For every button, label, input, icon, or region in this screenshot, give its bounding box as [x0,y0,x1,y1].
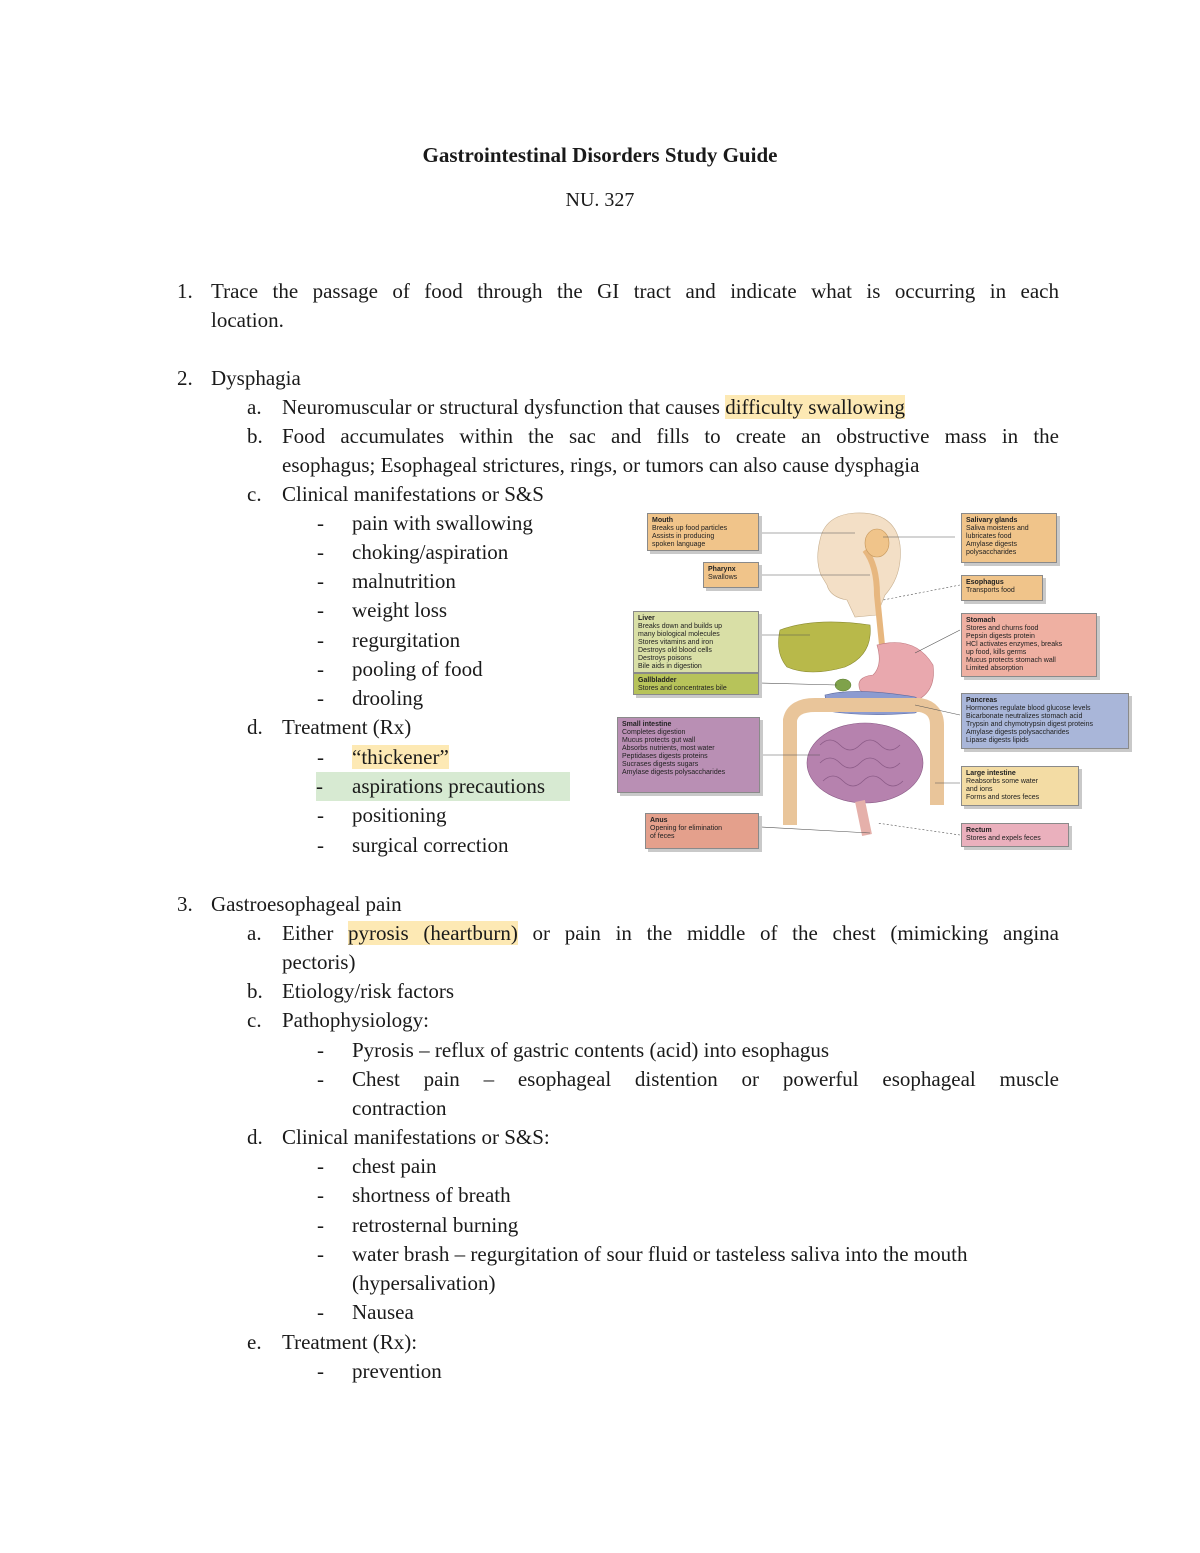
q3-e-item: prevention [352,1359,442,1383]
q2-a-pre: Neuromuscular or structural dysfunction that causes [282,395,726,419]
q3-c-letter: c. [247,1008,262,1032]
label-rectum: Rectum Stores and expels feces [961,823,1069,847]
q3-b-text: Etiology/risk factors [282,979,455,1003]
q3-d-item-4-line-1: water brash – regurgitation of sour fluid or tasteless saliva into the mouth [352,1242,968,1266]
q2-c-item: choking/aspiration [352,540,509,564]
q3-heading: Gastroesophageal pain [211,892,402,916]
highlight-aspirations-precautions: - aspirations precautions [316,772,570,801]
highlight-thickener: “thickener” [352,745,449,769]
q3-e-text: Treatment (Rx): [282,1330,418,1354]
q2-a-text [282,393,905,422]
q3-d-text: Clinical manifestations or S&S: [282,1125,550,1149]
label-esophagus: Esophagus Transports food [961,575,1043,601]
bullet-dash: - [317,1038,324,1062]
q3-b-letter: b. [247,979,263,1003]
item-number-2: 2. [177,366,193,390]
q2-b-line-1: Food accumulates within the sac and fills to create an obstructive mass in the [282,424,1059,448]
item-number-3: 3. [177,892,193,916]
bullet-dash: - [317,1242,324,1266]
q3-c-text: Pathophysiology: [282,1008,430,1032]
q2-c-item: weight loss [352,598,448,622]
q2-c-item: regurgitation [352,628,461,652]
q2-c-letter: c. [247,482,262,506]
label-pancreas: Pancreas Hormones regulate blood glucose levels Bicarbonate neutralizes stomach acid Trypsin and chymotrypsin digest proteins Amylase digests polysaccharides Lipase digests lipids [961,693,1129,749]
bullet-dash: - [317,569,324,593]
q2-d-letter: d. [247,715,263,739]
bullet-dash: - [317,803,324,827]
bullet-dash: - [317,686,324,710]
bullet-dash: - [317,1183,324,1207]
bullet-dash: - [317,745,324,769]
bullet-dash: - [317,628,324,652]
q3-d-item-5: Nausea [352,1300,414,1324]
label-salivary-glands: Salivary glands Saliva moistens and lubricates food Amylase digests polysaccharides [961,513,1057,563]
q3-d-letter: d. [247,1125,263,1149]
q2-d-item: surgical correction [352,833,509,857]
q3-d-item: shortness of breath [352,1183,511,1207]
label-liver: Liver Breaks down and builds up many biological molecules Stores vitamins and iron Destroys old blood cells Destroys poisons Bile aids in digestion [633,611,759,673]
bullet-dash: - [317,1213,324,1237]
q2-d-item: aspirations precautions [352,774,546,798]
q2-d-item: positioning [352,803,447,827]
q2-c-item: pooling of food [352,657,483,681]
q2-a-letter: a. [247,395,262,419]
label-small-intestine: Small intestine Completes digestion Mucus protects gut wall Absorbs nutrients, most water Peptidases digests proteins Sucrases digests sugars Amylase digests polysaccharides [617,717,760,793]
q1-line-1: Trace the passage of food through the GI tract and indicate what is occurring in each [211,279,1059,303]
q3-d-item: retrosternal burning [352,1213,519,1237]
q3-d-item-4-line-2: (hypersalivation) [352,1271,496,1295]
q2-c-item: drooling [352,686,424,710]
item-number-1: 1. [177,279,193,303]
bullet-dash: - [317,657,324,681]
bullet-dash: - [317,1154,324,1178]
q3-a-line-2: pectoris) [282,950,356,974]
document-title: Gastrointestinal Disorders Study Guide [422,143,778,167]
bullet-dash: - [317,1300,324,1324]
label-gallbladder: Gallbladder Stores and concentrates bile [633,673,759,695]
q2-c-item: malnutrition [352,569,456,593]
q1-line-2: location. [211,308,284,332]
label-pharynx: Pharynx Swallows [703,562,759,588]
digestive-system-diagram [615,505,1135,855]
q2-heading: Dysphagia [211,366,301,390]
bullet-dash: - [317,833,324,857]
bullet-dash: - [317,598,324,622]
bullet-dash: - [317,511,324,535]
label-mouth: Mouth Breaks up food particles Assists in producing spoken language [647,513,759,551]
q2-c-text: Clinical manifestations or S&S [282,482,544,506]
q2-d-text: Treatment (Rx) [282,715,412,739]
q3-a-letter: a. [247,921,262,945]
q3-c-item-2-line-2: contraction [352,1096,447,1120]
label-stomach: Stomach Stores and churns food Pepsin digests protein HCl activates enzymes, breaks up food, kills germs Mucus protects stomach wall Limited absorption [961,613,1097,677]
q3-e-letter: e. [247,1330,262,1354]
q2-b-letter: b. [247,424,263,448]
highlight-pyrosis: pyrosis (heartburn) [348,921,518,945]
highlight-difficulty-swallowing: difficulty swallowing [725,395,906,419]
q3-a-line-1: Either pyrosis (heartburn) or pain in the middle of the chest (mimicking angina [282,921,1060,945]
q3-d-item: chest pain [352,1154,437,1178]
q3-c-item-2-line-1: Chest pain – esophageal distention or powerful esophageal muscle [352,1067,1059,1091]
course-code: NU. 327 [565,189,635,211]
q2-b-line-2: esophagus; Esophageal strictures, rings, or tumors can also cause dysphagia [282,453,920,477]
bullet-dash: - [317,540,324,564]
q2-d-item-thickener [352,743,449,772]
label-large-intestine: Large intestine Reabsorbs some water and ions Forms and stores feces [961,766,1079,806]
q3-c-item-1: Pyrosis – reflux of gastric contents (acid) into esophagus [352,1038,830,1062]
label-anus: Anus Opening for elimination of feces [645,813,759,849]
bullet-dash: - [317,1359,324,1383]
bullet-dash: - [317,1067,324,1091]
q2-c-item: pain with swallowing [352,511,533,535]
